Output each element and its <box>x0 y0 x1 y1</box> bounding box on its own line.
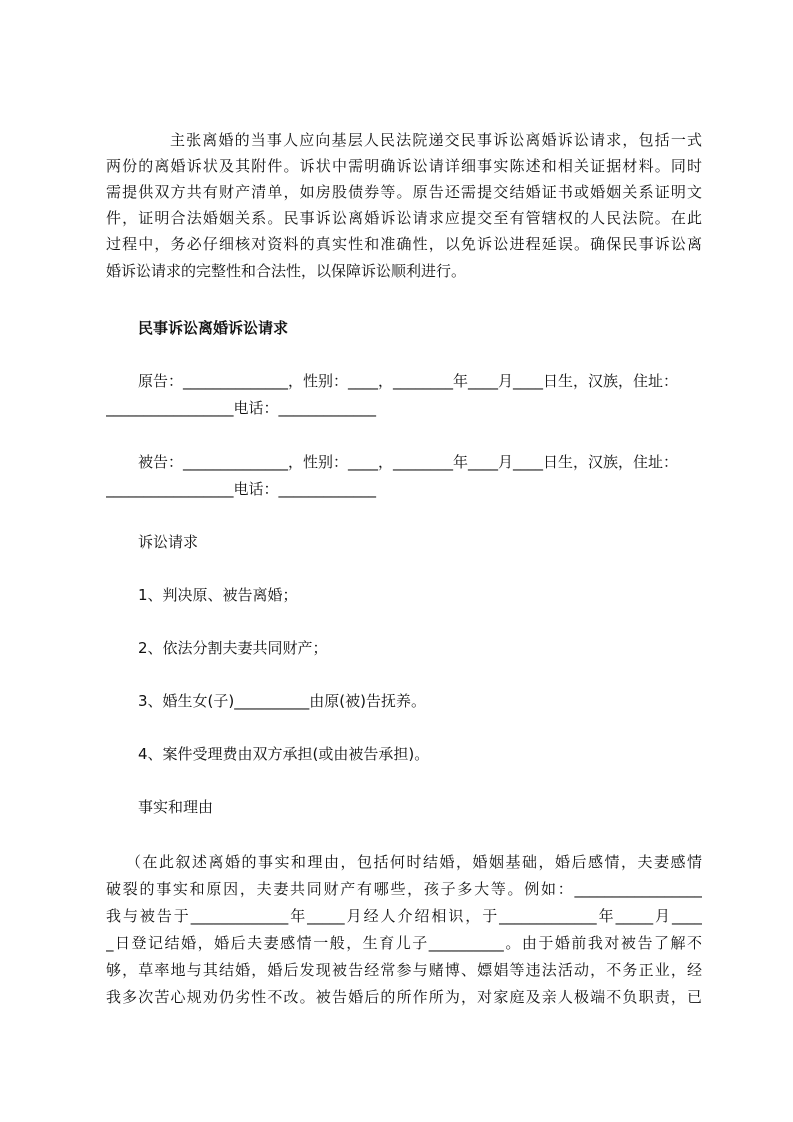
facts-line: 破裂的事实和原因，夫妻共同财产有哪些，孩子多大等。例如：_________________ <box>106 880 702 898</box>
intro-line: 主张离婚的当事人应向基层人民法院递交民事诉讼离婚诉讼请求，包括一式 <box>170 131 702 149</box>
intro-line: 过程中，务必仔细核对资料的真实性和准确性，以免诉讼进程延误。确保民事诉讼离 <box>106 235 702 253</box>
defendant-contact-line: _________________电话：_____________ <box>106 480 377 498</box>
facts-line: 我与被告于_____________年_____月经人介绍相识，于_____________年_____月____ <box>106 907 702 925</box>
document-title: 民事诉讼离婚诉讼请求 <box>138 319 289 337</box>
claim-item: 1、判决原、被告离婚； <box>138 586 298 604</box>
plaintiff-contact-line: _________________电话：_____________ <box>106 399 377 417</box>
facts-line: 够，草率地与其结婚，婚后发现被告经常参与赌博、嫖娼等违法活动，不务正业，经 <box>106 961 702 979</box>
defendant-info-line: 被告：______________，性别：____，________年____月____日生，汉族，住址： <box>138 453 679 471</box>
claim-item: 4、案件受理费由双方承担(或由被告承担)。 <box>138 745 430 763</box>
claim-item: 2、依法分割夫妻共同财产； <box>138 639 328 657</box>
intro-line: 婚诉讼请求的完整性和合法性，以保障诉讼顺利进行。 <box>106 262 467 280</box>
claim-item: 3、婚生女(子)__________由原(被)告抚养。 <box>138 692 426 710</box>
intro-line: 需提供双方共有财产清单，如房股债券等。原告还需提交结婚证书或婚姻关系证明文 <box>106 183 702 201</box>
facts-line: _日登记结婚，婚后夫妻感情一般，生育儿子__________。由于婚前我对被告了解不 <box>106 934 702 952</box>
facts-heading: 事实和理由 <box>138 798 214 816</box>
intro-line: 两份的离婚诉状及其附件。诉状中需明确诉讼请详细事实陈述和相关证据材料。同时 <box>106 157 702 175</box>
intro-line: 件，证明合法婚姻关系。民事诉讼离婚诉讼请求应提交至有管辖权的人民法院。在此 <box>106 209 702 227</box>
plaintiff-info-line: 原告：______________，性别：____，________年____月____日生，汉族，住址： <box>138 372 679 390</box>
claims-heading: 诉讼请求 <box>138 533 199 551</box>
facts-line: 我多次苦心规劝仍劣性不改。被告婚后的所作所为，对家庭及亲人极端不负职责，已 <box>106 988 702 1006</box>
facts-line: （在此叙述离婚的事实和理由，包括何时结婚，婚姻基础，婚后感情，夫妻感情 <box>126 853 702 871</box>
